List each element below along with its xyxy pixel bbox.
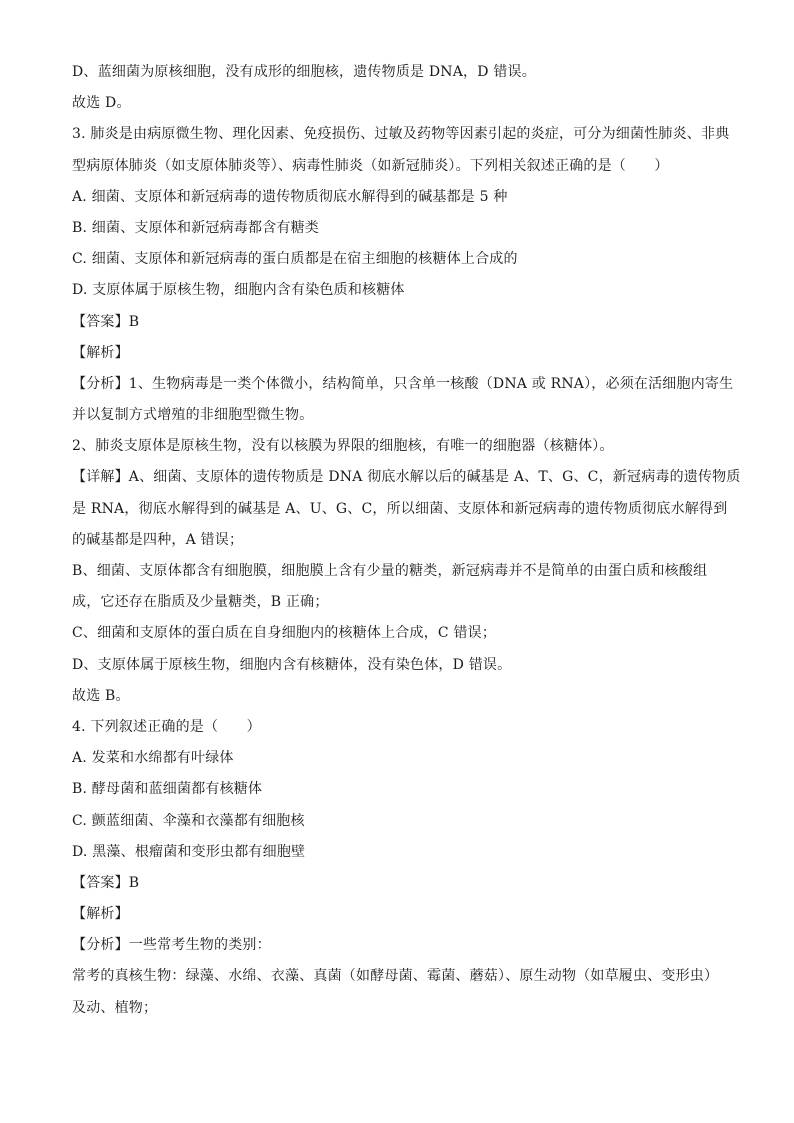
question-4-option-b: B. 酵母菌和蓝细菌都有核糖体 [72, 781, 263, 798]
question-3-stem-cont: 型病原体肺炎（如支原体肺炎等）、病毒性肺炎（如新冠肺炎）。下列相关叙述正确的是（ ） [72, 157, 669, 174]
question-4-stem: 4. 下列叙述正确的是（ ） [72, 718, 261, 735]
question-3-option-a: A. 细菌、支原体和新冠病毒的遗传物质彻底水解得到的碱基都是 5 种 [72, 188, 508, 205]
analysis-text: 并以复制方式增殖的非细胞型微生物。 [72, 407, 314, 424]
detail-text: 的碱基都是四种，A 错误； [72, 531, 244, 548]
detail-text: 是 RNA，彻底水解得到的碱基是 A、U、G、C，所以细菌、支原体和新冠病毒的遗传物质彻底水解得到 [72, 500, 728, 517]
analysis-text: 常考的真核生物：绿藻、水绵、衣藻、真菌（如酵母菌、霉菌、蘑菇）、原生动物（如草履虫、变形虫） [72, 968, 719, 985]
question-4-analysis-heading: 【解析】 [72, 906, 129, 923]
question-3-option-d: D. 支原体属于原核生物，细胞内含有染色质和核糖体 [72, 282, 405, 299]
analysis-text: 及动、植物； [72, 999, 158, 1016]
detail-text: C、细菌和支原体的蛋白质在自身细胞内的核糖体上合成，C 错误； [72, 625, 497, 642]
detail-text: 成，它还存在脂质及少量糖类，B 正确； [72, 594, 329, 611]
question-4-option-c: C. 颤蓝细菌、伞藻和衣藻都有细胞核 [72, 812, 305, 829]
text-line: 故选 B。 [72, 687, 130, 704]
detail-text: 【详解】A、细菌、支原体的遗传物质是 DNA 彻底水解以后的碱基是 A、T、G、C，新冠病毒的遗传物质 [72, 469, 741, 486]
question-3-stem: 3. 肺炎是由病原微生物、理化因素、免疫损伤、过敏及药物等因素引起的炎症，可分为细菌性肺炎、非典 [72, 126, 730, 143]
document-page [72, 62, 741, 1029]
analysis-text: 【分析】1、生物病毒是一类个体微小，结构简单，只含单一核酸（DNA 或 RNA），必须在活细胞内寄生 [72, 375, 734, 392]
text-line: 故选 D。 [72, 95, 131, 112]
detail-text: D、支原体属于原核生物，细胞内含有核糖体，没有染色体，D 错误。 [72, 656, 512, 673]
question-3-option-c: C. 细菌、支原体和新冠病毒的蛋白质都是在宿主细胞的核糖体上合成的 [72, 251, 518, 268]
text-line: D、蓝细菌为原核细胞，没有成形的细胞核，遗传物质是 DNA，D 错误。 [72, 64, 536, 80]
detail-text: B、细菌、支原体都含有细胞膜，细胞膜上含有少量的糖类，新冠病毒并不是简单的由蛋白质和核酸组 [72, 563, 708, 579]
question-3-answer: 【答案】B [72, 313, 140, 330]
question-3-option-b: B. 细菌、支原体和新冠病毒都含有糖类 [72, 219, 319, 236]
question-4-answer: 【答案】B [72, 874, 140, 891]
question-4-option-a: A. 发菜和水绵都有叶绿体 [72, 750, 234, 767]
analysis-text: 2、肺炎支原体是原核生物，没有以核膜为界限的细胞核，有唯一的细胞器（核糖体）。 [72, 438, 614, 455]
question-4-option-d: D. 黑藻、根瘤菌和变形虫都有细胞壁 [72, 843, 306, 860]
analysis-text: 【分析】一些常考生物的类别： [72, 937, 271, 954]
question-3-analysis-heading: 【解析】 [72, 344, 129, 361]
